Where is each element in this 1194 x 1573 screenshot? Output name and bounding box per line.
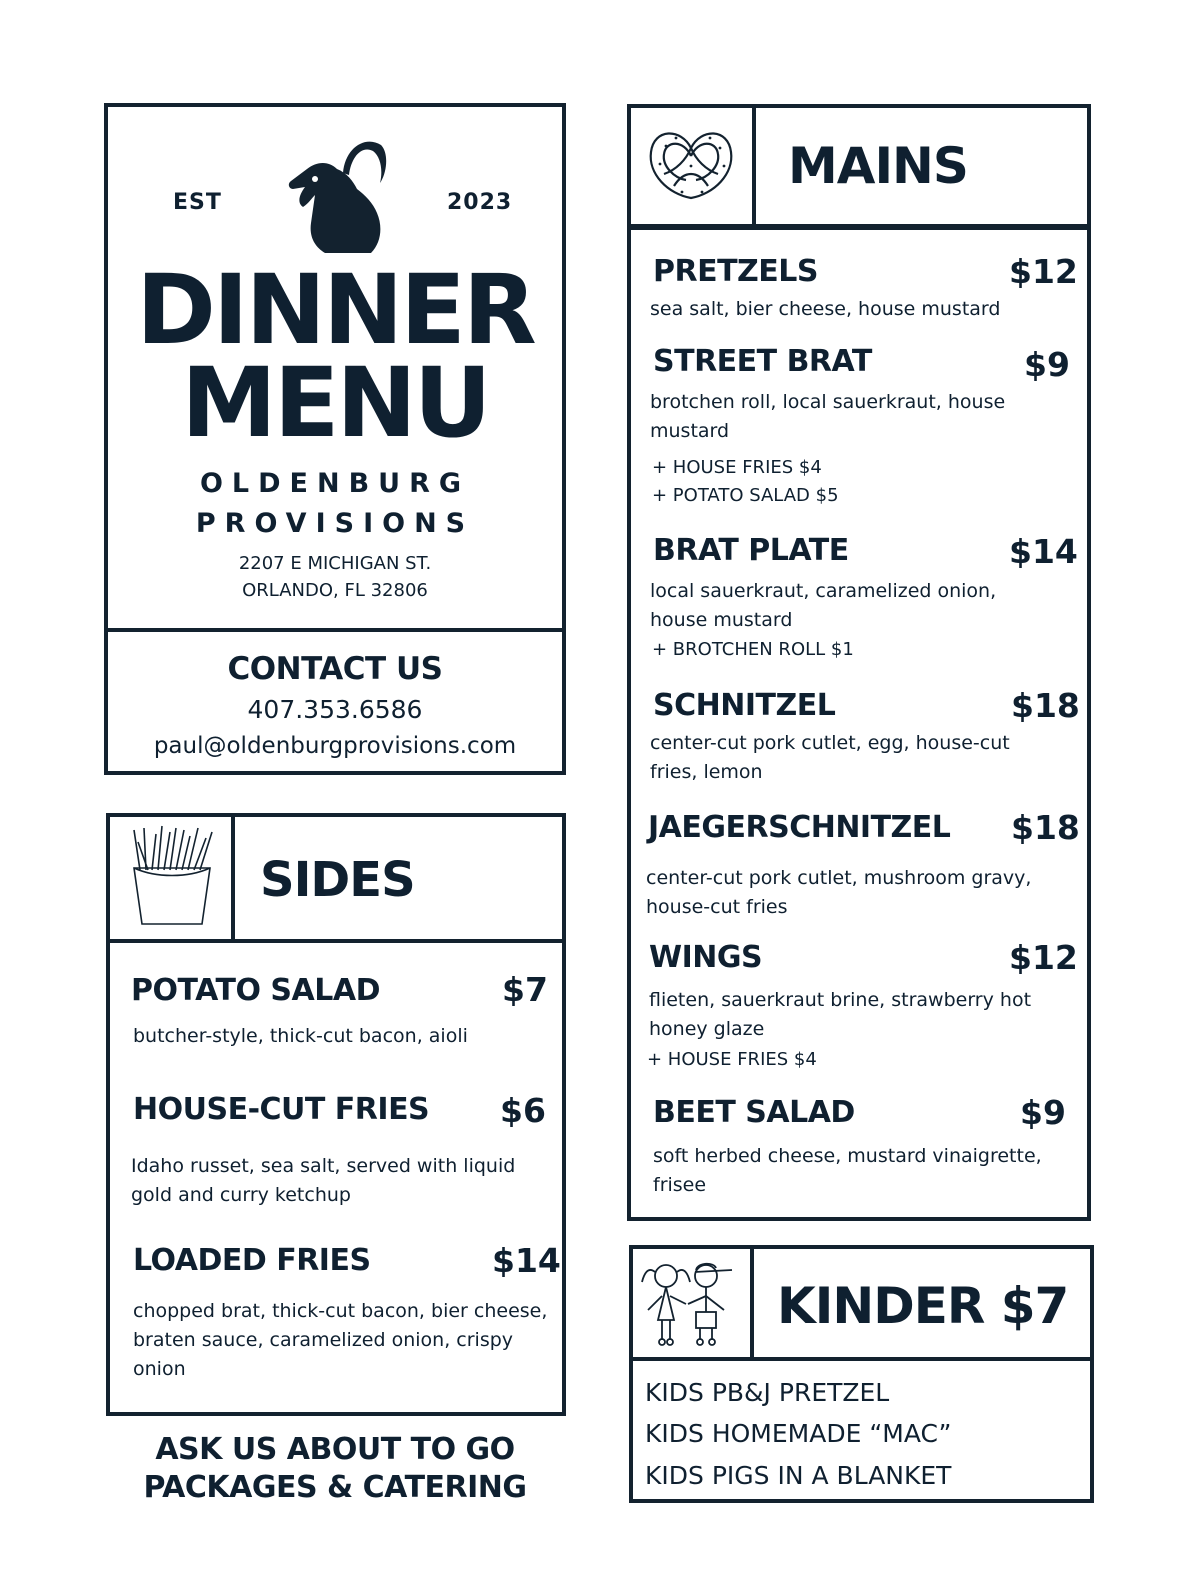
main-desc-4: center-cut pork cutlet, mushroom gravy, house-cut fries bbox=[646, 867, 1032, 918]
brand-line2: PROVISIONS bbox=[195, 508, 475, 539]
main-price-5: $12 bbox=[1009, 938, 1078, 977]
kinder-heading: KINDER $7 bbox=[777, 1277, 1069, 1335]
side-desc-0: butcher-style, thick-cut bacon, aioli bbox=[133, 1025, 468, 1047]
footer-line1: ASK US ABOUT TO GO bbox=[155, 1432, 515, 1467]
kids-icon bbox=[638, 1256, 738, 1350]
main-name-6: BEET SALAD bbox=[653, 1095, 855, 1130]
main-price-1: $9 bbox=[1024, 345, 1070, 384]
mains-heading: MAINS bbox=[788, 137, 968, 195]
main-price-3: $18 bbox=[1011, 686, 1080, 725]
kinder-header-divider bbox=[629, 1357, 1094, 1361]
est-year: 2023 bbox=[447, 190, 513, 215]
address-line1: 2207 E MICHIGAN ST. bbox=[238, 553, 432, 574]
main-desc-2: local sauerkraut, caramelized onion, house mustard bbox=[650, 580, 997, 631]
side-desc-1: Idaho russet, sea salt, served with liquid gold and curry ketchup bbox=[131, 1155, 516, 1206]
header-divider bbox=[104, 628, 566, 632]
kinder-icon-divider bbox=[750, 1245, 754, 1359]
main-name-2: BRAT PLATE bbox=[653, 533, 849, 568]
footer-line2: PACKAGES & CATERING bbox=[143, 1470, 527, 1505]
pretzel-icon bbox=[646, 122, 736, 204]
main-price-2: $14 bbox=[1009, 532, 1078, 571]
menu-title-line2: MENU bbox=[181, 347, 489, 459]
sides-heading: SIDES bbox=[260, 852, 415, 908]
side-name-0: POTATO SALAD bbox=[131, 973, 380, 1008]
main-desc-3: center-cut pork cutlet, egg, house-cut fries, lemon bbox=[650, 732, 1010, 783]
contact-email[interactable]: paul@oldenburgprovisions.com bbox=[153, 733, 517, 759]
main-addon-1-1: + POTATO SALAD $5 bbox=[652, 485, 839, 506]
contact-heading: CONTACT US bbox=[227, 651, 443, 687]
main-name-0: PRETZELS bbox=[653, 254, 819, 289]
menu-title-line1: DINNER bbox=[136, 254, 534, 366]
side-name-1: HOUSE-CUT FRIES bbox=[133, 1092, 430, 1127]
main-name-5: WINGS bbox=[649, 940, 763, 975]
sides-icon-divider bbox=[231, 813, 235, 941]
main-desc-6: soft herbed cheese, mustard vinaigrette, frisee bbox=[653, 1145, 1042, 1196]
side-price-0: $7 bbox=[502, 970, 548, 1009]
main-price-0: $12 bbox=[1009, 252, 1078, 291]
main-desc-5: flieten, sauerkraut brine, strawberry hot honey glaze bbox=[649, 989, 1032, 1040]
side-name-2: LOADED FRIES bbox=[133, 1243, 371, 1278]
main-price-6: $9 bbox=[1020, 1093, 1066, 1132]
kinder-item-0: KIDS PB&J PRETZEL bbox=[645, 1378, 890, 1407]
side-price-1: $6 bbox=[500, 1091, 546, 1130]
main-name-1: STREET BRAT bbox=[653, 344, 872, 379]
sides-header-divider bbox=[106, 939, 566, 943]
brand-line1: OLDENBURG bbox=[199, 468, 471, 499]
main-addon-1-0: + HOUSE FRIES $4 bbox=[652, 457, 822, 478]
side-desc-2: chopped brat, thick-cut bacon, bier cheese, braten sauce, caramelized onion, crispy onion bbox=[133, 1300, 548, 1380]
main-name-3: SCHNITZEL bbox=[653, 688, 836, 723]
main-addon-2-0: + BROTCHEN ROLL $1 bbox=[652, 639, 854, 660]
side-price-2: $14 bbox=[492, 1241, 561, 1280]
mains-icon-divider bbox=[752, 104, 756, 228]
fries-icon bbox=[126, 824, 218, 928]
address-line2: ORLANDO, FL 32806 bbox=[242, 580, 428, 601]
main-desc-1: brotchen roll, local sauerkraut, house mustard bbox=[650, 391, 1006, 442]
main-desc-0: sea salt, bier cheese, house mustard bbox=[650, 298, 1001, 320]
est-label: EST bbox=[173, 190, 222, 215]
main-addon-5-0: + HOUSE FRIES $4 bbox=[647, 1049, 817, 1070]
kinder-item-1: KIDS HOMEMADE “MAC” bbox=[645, 1419, 952, 1448]
kinder-item-2: KIDS PIGS IN A BLANKET bbox=[645, 1461, 952, 1490]
contact-phone[interactable]: 407.353.6586 bbox=[247, 695, 423, 724]
main-price-4: $18 bbox=[1011, 808, 1080, 847]
main-name-4: JAEGERSCHNITZEL bbox=[648, 810, 951, 845]
goat-icon bbox=[285, 133, 390, 258]
